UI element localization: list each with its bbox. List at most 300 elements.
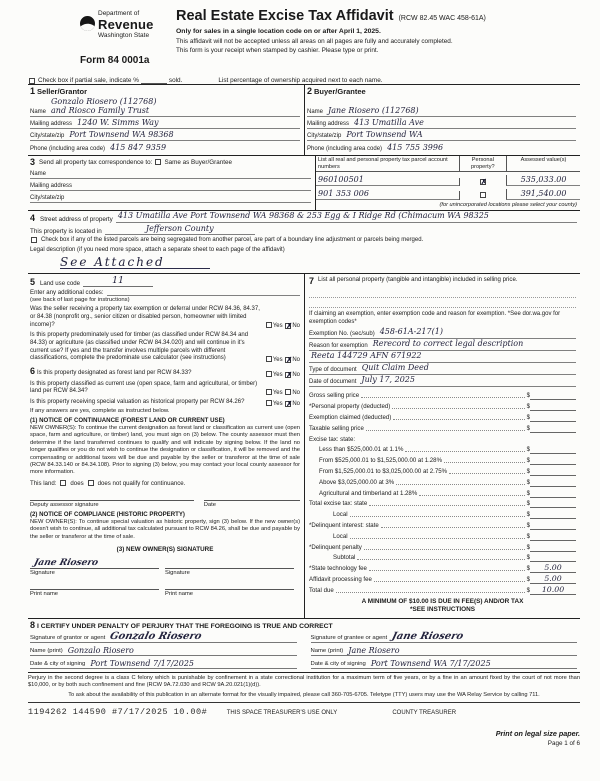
page-footer [28, 673, 580, 747]
yes-label: Yes [272, 323, 283, 330]
dollar-sign: $ [526, 392, 530, 400]
seller-city-field[interactable] [30, 129, 300, 141]
see-back-note: (see back of last page for instructions) [30, 297, 130, 304]
treasurer-row [28, 707, 580, 723]
seller-address-value: 1240 W. Simms Way [77, 117, 159, 127]
tax-line-label: Affidavit processing fee [309, 575, 372, 583]
correspondence-city-field[interactable] [30, 191, 311, 203]
dotted-leader [350, 516, 525, 517]
tax-line-label: Gross selling price [309, 392, 360, 400]
buyer-title: Buyer/Grantee [314, 87, 366, 96]
land-use-label: Land use code [40, 280, 80, 288]
seller-name-label: Name [30, 109, 47, 115]
this-land-label: This land: [30, 479, 57, 487]
exemption-intro: If claiming an exemption, enter exemption code and reason for exemption. *See dor.wa.gov for exemption codes* [309, 310, 561, 325]
tax-line-label: Total excise tax: state [309, 500, 368, 508]
section-property-location [28, 211, 580, 274]
assessed-value-cell[interactable] [506, 175, 580, 186]
certification-grid [30, 630, 577, 669]
signature-label: Signature [165, 570, 190, 577]
tax-line-value[interactable] [530, 475, 576, 476]
percent-sold-field[interactable] [141, 77, 167, 84]
parcel-row [316, 172, 580, 186]
county-treasurer-label: COUNTY TREASURER [392, 710, 457, 717]
dotted-leader [419, 495, 524, 496]
dotted-leader [361, 397, 524, 398]
dollar-sign: $ [526, 467, 530, 475]
seller-title: Seller/Grantor [37, 87, 88, 96]
dollar-sign: $ [526, 424, 530, 432]
tax-line-label: Local [333, 511, 348, 519]
buyer-phone-label: Phone (including area code) [307, 146, 383, 152]
cashier-stamp: 1194262 144590 #7/17/2025 10.00# [28, 707, 208, 718]
new-owner-signature-field-2[interactable] [165, 558, 294, 569]
dotted-leader [405, 451, 524, 452]
yes-label: Yes [272, 356, 283, 363]
does-checkbox[interactable] [60, 480, 66, 486]
seller-phone-value: 415 847 9359 [110, 142, 167, 152]
question-text: Was the seller receiving a property tax exemption or deferral under RCW 84.36, 84.37, or 84.38 (nonprofit org., senior citizen or disabled person, homeowner with limited income)? [30, 306, 260, 328]
dollar-sign: $ [526, 413, 530, 421]
street-address-label: Street address of property [40, 215, 113, 223]
legal-description-field[interactable] [60, 256, 210, 270]
new-owner-signature-field[interactable] [30, 558, 159, 569]
grantee-column [311, 630, 578, 669]
tax-line-value[interactable] [530, 518, 576, 519]
grantor-column [30, 630, 297, 669]
correspondence-address-field[interactable] [30, 179, 311, 191]
personal-property-cell [459, 178, 507, 186]
does-not-label: does not qualify for continuance. [97, 479, 186, 487]
land-use-code-field[interactable] [83, 276, 153, 287]
tax-line-value[interactable]: 5.00 [530, 564, 576, 573]
section-number: 5 [30, 277, 36, 288]
tax-line-label: Taxable selling price [309, 424, 364, 432]
no-checkbox[interactable] [285, 372, 291, 378]
dotted-leader [369, 570, 525, 571]
same-as-buyer-checkbox[interactable] [155, 159, 161, 165]
same-as-buyer-label: Same as Buyer/Grantee [164, 158, 232, 166]
ownership-note: List percentage of ownership acquired next to each name. [218, 77, 383, 84]
tax-line-label: From $525,000.01 to $1,525,000.00 at 1.28% [319, 457, 442, 465]
tax-line-label: *Delinquent penalty [309, 543, 362, 551]
dollar-sign: $ [526, 500, 530, 508]
seller-phone-field[interactable] [30, 141, 300, 153]
grantor-print-name-label: Name (print) [30, 647, 63, 654]
perjury-notice: Perjury in the second degree is a class C felony which is punishable by confinement in a state correctional institution for a maximum term of five years, or by a fine in an amount fixed by the court of not more than $10,000, or by both such confinement and fine (RCW 9A.72.030 and RCW 9A.20.021(1)(d)). [28, 674, 580, 689]
deputy-date-field[interactable] [204, 493, 300, 501]
buyer-name-field[interactable] [307, 97, 576, 117]
yes-label: Yes [272, 371, 283, 378]
continuance-notice-title: (1) NOTICE OF CONTINUANCE (FOREST LAND OR CURRENT USE) [30, 416, 225, 424]
segregated-checkbox[interactable] [31, 237, 37, 243]
buyer-phone-field[interactable] [307, 141, 576, 153]
tax-line-label: *State technology fee [309, 565, 367, 573]
exemption-reason-field-2[interactable] [309, 352, 576, 363]
tax-line-value[interactable] [530, 507, 576, 508]
tax-line [309, 573, 576, 584]
tax-line-value[interactable] [530, 432, 576, 433]
grantor-date-city-value: Port Townsend 7/17/2025 [90, 658, 195, 668]
buyer-name-label: Name [307, 109, 324, 115]
located-in-label: This property is located in [30, 228, 102, 236]
seller-address-field[interactable] [30, 117, 300, 129]
land-use-column [28, 274, 304, 618]
parcel-rows [316, 172, 580, 200]
dotted-leader [393, 419, 524, 420]
dotted-leader [444, 462, 525, 463]
rcw-reference: (RCW 82.45 WAC 458-61A) [398, 15, 486, 22]
tax-line [309, 433, 576, 444]
dollar-sign: $ [526, 403, 530, 411]
additional-codes-label: Enter any additional codes: [30, 289, 104, 297]
yes-checkbox[interactable] [266, 400, 272, 406]
exemption-reason-label: Reason for exemption [309, 342, 368, 349]
tax-line [309, 444, 576, 455]
tax-line [309, 476, 576, 487]
grantee-signature-value: Jane Riosero [390, 630, 465, 642]
page-content [28, 8, 580, 747]
question-historic-property [30, 399, 300, 407]
tax-line [309, 390, 576, 401]
yes-label: Yes [272, 389, 283, 396]
form-header [28, 8, 580, 72]
section-number: 7 [309, 276, 315, 287]
dollar-sign: $ [526, 489, 530, 497]
revenue-logo-icon [80, 16, 95, 31]
tax-line-value[interactable] [530, 486, 576, 487]
personal-property-blank-line[interactable] [309, 288, 576, 298]
dor-logo [80, 10, 154, 39]
check-mark: ✗ [286, 400, 293, 408]
new-owner-print-field[interactable] [30, 579, 159, 590]
tax-line [309, 530, 576, 541]
correspondence-parcel-row [28, 156, 580, 211]
grantor-signature-value: Gonzalo Riosero [108, 630, 204, 642]
personal-property-checkbox[interactable] [480, 192, 486, 198]
dollar-sign: $ [526, 521, 530, 529]
correspondence-name-label: Name [30, 171, 47, 177]
dollar-sign: $ [526, 586, 530, 594]
compliance-notice-text: NEW OWNER(S): To continue special valuation as historic property, sign (3) below. If the new owner(s) doesn't wish to continue, all additional tax calculated pursuant to RCW 84.26, shall be due and payable by the seller or transferor at the time of sale. [30, 518, 300, 540]
parcel-number-cell[interactable] [316, 189, 459, 200]
tax-line [309, 508, 576, 519]
tax-line [309, 487, 576, 498]
print-name-label: Print name [165, 591, 194, 598]
dept-of-label: Department of [98, 10, 140, 17]
partial-sale-checkbox[interactable] [29, 78, 35, 84]
grantee-print-name-field[interactable] [311, 643, 578, 656]
question-timber-agriculture [30, 332, 300, 363]
see-instructions-text: *SEE INSTRUCTIONS [410, 606, 475, 614]
yes-checkbox[interactable] [266, 322, 272, 328]
tax-line-value[interactable] [530, 497, 576, 498]
new-owner-print-field-2[interactable] [165, 579, 294, 590]
no-checkbox[interactable] [285, 401, 291, 407]
does-label: does [70, 479, 84, 487]
title-block [176, 8, 580, 55]
buyer-address-field[interactable] [307, 117, 576, 129]
exemption-code-value: 458-61A-217(1) [379, 327, 443, 337]
form-number: Form 84 0001a [80, 55, 150, 66]
section-number: 4 [30, 212, 36, 223]
tax-line [309, 541, 576, 552]
dotted-leader [366, 430, 525, 431]
buyer-address-value: 413 Umatilla Ave [354, 117, 424, 127]
tax-line-value[interactable]: 10.00 [530, 586, 576, 595]
personal-property-cell [459, 191, 507, 200]
no-label: No [292, 371, 300, 378]
exemption-reason-field[interactable] [309, 340, 576, 351]
seller-name-field[interactable] [30, 97, 300, 117]
new-owner-signature-grid [30, 555, 300, 597]
parcel-table [316, 156, 580, 200]
dotted-leader [350, 538, 525, 539]
no-label: No [292, 389, 300, 396]
yes-checkbox[interactable] [266, 389, 272, 395]
parcel-number-value: 901 353 006 [318, 189, 369, 199]
buyer-city-field[interactable] [307, 129, 576, 141]
page-number: Page 1 of 6 [547, 740, 580, 748]
excise-tax-table [309, 390, 576, 595]
no-checkbox[interactable] [285, 389, 291, 395]
dollar-sign: $ [526, 446, 530, 454]
minimum-fee-text: A MINIMUM OF $10.00 IS DUE IN FEE(S) AND/OR TAX [361, 597, 524, 605]
deputy-signature-field[interactable] [30, 493, 194, 501]
yes-label: Yes [272, 400, 283, 407]
dor-wordmark [98, 10, 154, 39]
check-mark: ✗ [480, 179, 487, 187]
tax-line-value[interactable] [530, 421, 576, 422]
unincorporated-county-note: (for unincorporated locations please select your county) [439, 202, 577, 209]
legal-paper-note: Print on legal size paper. [495, 729, 580, 739]
form-body [28, 84, 580, 673]
seller-buyer-row [28, 85, 580, 156]
tax-line-value[interactable] [530, 540, 576, 541]
tax-line-value[interactable] [530, 410, 576, 411]
check-mark: ✗ [286, 356, 293, 364]
print-name-label: Print name [30, 591, 59, 598]
question-text: Is this property classified as current use (open space, farm and agricultural, or timber) land per RCW 84.34? [30, 380, 258, 395]
dollar-sign: $ [526, 543, 530, 551]
legal-description-value: See Attached [60, 254, 165, 269]
does-not-checkbox[interactable] [88, 480, 94, 486]
seller-city-label: City/state/zip [30, 133, 65, 139]
tax-line-value[interactable] [530, 529, 576, 530]
buyer-phone-value: 415 755 3996 [387, 142, 444, 152]
street-address-field[interactable] [116, 212, 577, 222]
tax-line [309, 562, 576, 573]
deputy-signature-label: Deputy assessor signature [30, 501, 99, 508]
partial-sale-row [28, 72, 580, 84]
parcel-numbers-header: List all real and personal property tax parcel account numbers [318, 157, 448, 170]
tax-line [309, 411, 576, 422]
tax-line-value[interactable] [530, 464, 576, 465]
grantee-date-city-field[interactable] [311, 656, 578, 669]
tax-line-label: From $1,525,000.01 to $3,025,000.00 at 2.75% [319, 467, 448, 475]
street-address-value: 413 Umatilla Ave Port Townsend WA 98368 & 253 Egg & I Ridge Rd (Chimacum WA 98325 [117, 211, 489, 221]
personal-property-header: Personal property? [459, 156, 507, 171]
dotted-leader [364, 549, 525, 550]
section-buyer [304, 85, 580, 155]
exemption-reason-value: Rerecord to correct legal description [372, 339, 524, 349]
tax-line-value[interactable] [530, 399, 576, 400]
tax-line [309, 498, 576, 509]
tax-column [304, 274, 580, 618]
exemption-reason-value2: Reeta 144729 AFN 671922 [311, 351, 422, 361]
buyer-address-label: Mailing address [307, 121, 350, 127]
tax-line-label: Excise tax: state: [309, 435, 356, 443]
tax-line-label: Above $3,025,000.00 at 3% [319, 478, 395, 486]
receipt-notice: This form is your receipt when stamped by cashier. Please type or print. [176, 47, 379, 55]
tax-line-value[interactable] [530, 551, 576, 552]
new-owner-signature-title: (3) NEW OWNER(S) SIGNATURE [116, 546, 214, 554]
grantor-print-name-value: Gonzalo Riosero [67, 645, 134, 655]
grantee-print-name-value: Jane Riosero [348, 645, 400, 655]
grantor-date-city-field[interactable] [30, 656, 297, 669]
dotted-leader [396, 484, 524, 485]
partial-sale-label: Check box if partial sale, indicate % [38, 77, 139, 84]
dollar-sign: $ [526, 565, 530, 573]
correspondence-address-label: Mailing address [30, 183, 73, 189]
tax-line [309, 465, 576, 476]
question-text: Is this property receiving special valuation as historical property per RCW 84.26? [30, 398, 245, 405]
dollar-sign: $ [526, 511, 530, 519]
treasurer-space-label: THIS SPACE TREASURER'S USE ONLY [226, 710, 338, 717]
tax-line-value[interactable]: 5.00 [530, 575, 576, 584]
dollar-sign: $ [526, 478, 530, 486]
check-mark: ✗ [286, 371, 293, 379]
document-date-value: July 17, 2025 [361, 375, 415, 385]
tax-line [309, 552, 576, 563]
no-checkbox[interactable] [285, 323, 291, 329]
tax-line [309, 584, 576, 595]
grantor-print-name-field[interactable] [30, 643, 297, 656]
yes-checkbox[interactable] [266, 356, 272, 362]
if-yes-note: If any answers are yes, complete as instructed below. [30, 407, 170, 414]
signature-label: Signature [30, 570, 55, 577]
header-notices [176, 27, 580, 55]
certify-statement: I CERTIFY UNDER PENALTY OF PERJURY THAT THE FOREGOING IS TRUE AND CORRECT [37, 622, 333, 630]
no-label: No [292, 400, 300, 407]
grantee-signature-field[interactable] [311, 630, 578, 643]
new-owner-signature-value: Jane Riosero [32, 558, 100, 569]
additional-codes-field[interactable] [107, 289, 300, 296]
parcel-table-header [316, 156, 580, 172]
tax-line [309, 519, 576, 530]
land-use-code-value: 11 [111, 275, 125, 287]
tax-line-label: Agricultural and timberland at 1.28% [319, 489, 418, 497]
tax-line-value[interactable] [530, 453, 576, 454]
tax-line-label: Exemption claimed (deducted) [309, 413, 392, 421]
document-type-field[interactable] [309, 364, 576, 375]
section-number: 6 [30, 365, 36, 376]
personal-property-intro: List all personal property (tangible and intangible) included in selling price. [318, 276, 518, 284]
minimum-fee-note [309, 598, 576, 615]
section-number: 2 [307, 86, 313, 96]
washington-state-label: Washington State [98, 32, 150, 39]
seller-name-value: Gonzalo Riosero (112768) [51, 97, 157, 107]
deputy-date-label: Date [203, 501, 216, 508]
dollar-sign: $ [526, 575, 530, 583]
accessibility-notice: To ask about the availability of this publication in an alternate format for the visually impaired, please call 360-705-6705. Teletype (TTY) users may use the WA Relay Service by calling 711. [28, 692, 580, 703]
continuance-notice-text: NEW OWNER(S): To continue the current designation as forest land or classification as current use (open space, farm and agriculture, or timber) land, you must sign on (3) below. The county assessor must then determine if the land transferred continues to qualify and will indicate by signing below. If the land no longer qualifies or you do not wish to continue the designation or classification, it will be removed and the compensating or additional taxes will be due and payable by the seller or transferor at the time of sale (RCW 84.33.140 or 84.34.108). Prior to signing (3) below, you may contact your local county assessor for more information. [30, 424, 300, 476]
dotted-leader [381, 527, 525, 528]
forest-question: Is this property designated as forest land per RCW 84.33? [37, 369, 192, 376]
dotted-leader [392, 408, 524, 409]
no-label: No [292, 356, 300, 363]
tax-line-label: *Delinquent interest: state [309, 521, 379, 529]
assessed-value: 391,540.00 [520, 189, 567, 199]
yes-checkbox[interactable] [266, 371, 272, 377]
correspondence-city-label: City/state/zip [30, 195, 65, 201]
county-value: Jefferson County [145, 223, 214, 233]
section-certification [28, 619, 580, 673]
assessed-value-header: Assessed value(s) [506, 156, 580, 171]
correspondence-name-field[interactable] [30, 167, 311, 179]
dollar-sign: $ [526, 457, 530, 465]
document-date-label: Date of document [309, 378, 357, 385]
dotted-leader [374, 581, 525, 582]
section-seller [28, 85, 304, 155]
dollar-sign: $ [526, 532, 530, 540]
exemption-code-label: Exemption No. (sec/sub) [309, 330, 375, 337]
single-location-notice: Only for sales in a single location code on or after April 1, 2025. [176, 28, 381, 35]
this-land-row [30, 480, 300, 487]
grantee-signature-label: Signature of grantee or agent [310, 634, 388, 641]
assessed-value-cell[interactable] [506, 189, 580, 200]
section-number: 8 [30, 619, 36, 630]
parcel-number-cell[interactable] [316, 175, 459, 186]
grantor-signature-field[interactable] [30, 630, 297, 643]
personal-property-checkbox[interactable] [480, 179, 486, 185]
print-note-block [28, 729, 580, 747]
seller-phone-label: Phone (including area code) [30, 146, 106, 152]
exemption-code-field[interactable] [309, 328, 576, 339]
no-checkbox[interactable] [285, 357, 291, 363]
use-and-tax-row [28, 274, 580, 619]
grantee-date-city-label: Date & city of signing [310, 660, 366, 667]
document-type-label: Type of document [309, 366, 357, 373]
no-label: No [292, 323, 300, 330]
correspondence-intro: Send all property tax correspondence to: [39, 158, 153, 166]
dollar-sign: $ [526, 554, 530, 562]
tax-line-label: Total due [309, 586, 334, 594]
section-number: 3 [30, 157, 36, 167]
tax-line-label: Less than $525,000.01 at 1.1% [319, 446, 404, 454]
page-title: Real Estate Excise Tax Affidavit [176, 8, 394, 24]
tax-line [309, 400, 576, 411]
buyer-city-value: Port Townsend WA [346, 129, 423, 139]
dotted-leader [449, 473, 525, 474]
section-number: 1 [30, 86, 36, 96]
document-date-field[interactable] [309, 376, 576, 387]
dotted-leader [336, 592, 525, 593]
acceptance-notice: This affidavit will not be accepted unless all areas on all pages are fully and accurately completed. [176, 37, 453, 45]
grantee-print-name-label: Name (print) [310, 647, 344, 654]
assessed-value: 535,033.00 [520, 175, 567, 185]
parcel-table-section [315, 156, 580, 210]
question-forest-land [30, 366, 300, 378]
personal-property-blank-line[interactable] [309, 298, 576, 308]
buyer-city-label: City/state/zip [307, 133, 342, 139]
segregated-note: Check box if any of the listed parcels are being segregated from another parcel, are part of a boundary line adjustment or parcels being merged. [41, 237, 424, 244]
grantor-signature-label: Signature of grantor or agent [30, 634, 106, 641]
question-current-use [30, 381, 300, 396]
tax-line [309, 454, 576, 465]
county-field[interactable] [105, 225, 255, 235]
segregated-row [30, 237, 577, 245]
